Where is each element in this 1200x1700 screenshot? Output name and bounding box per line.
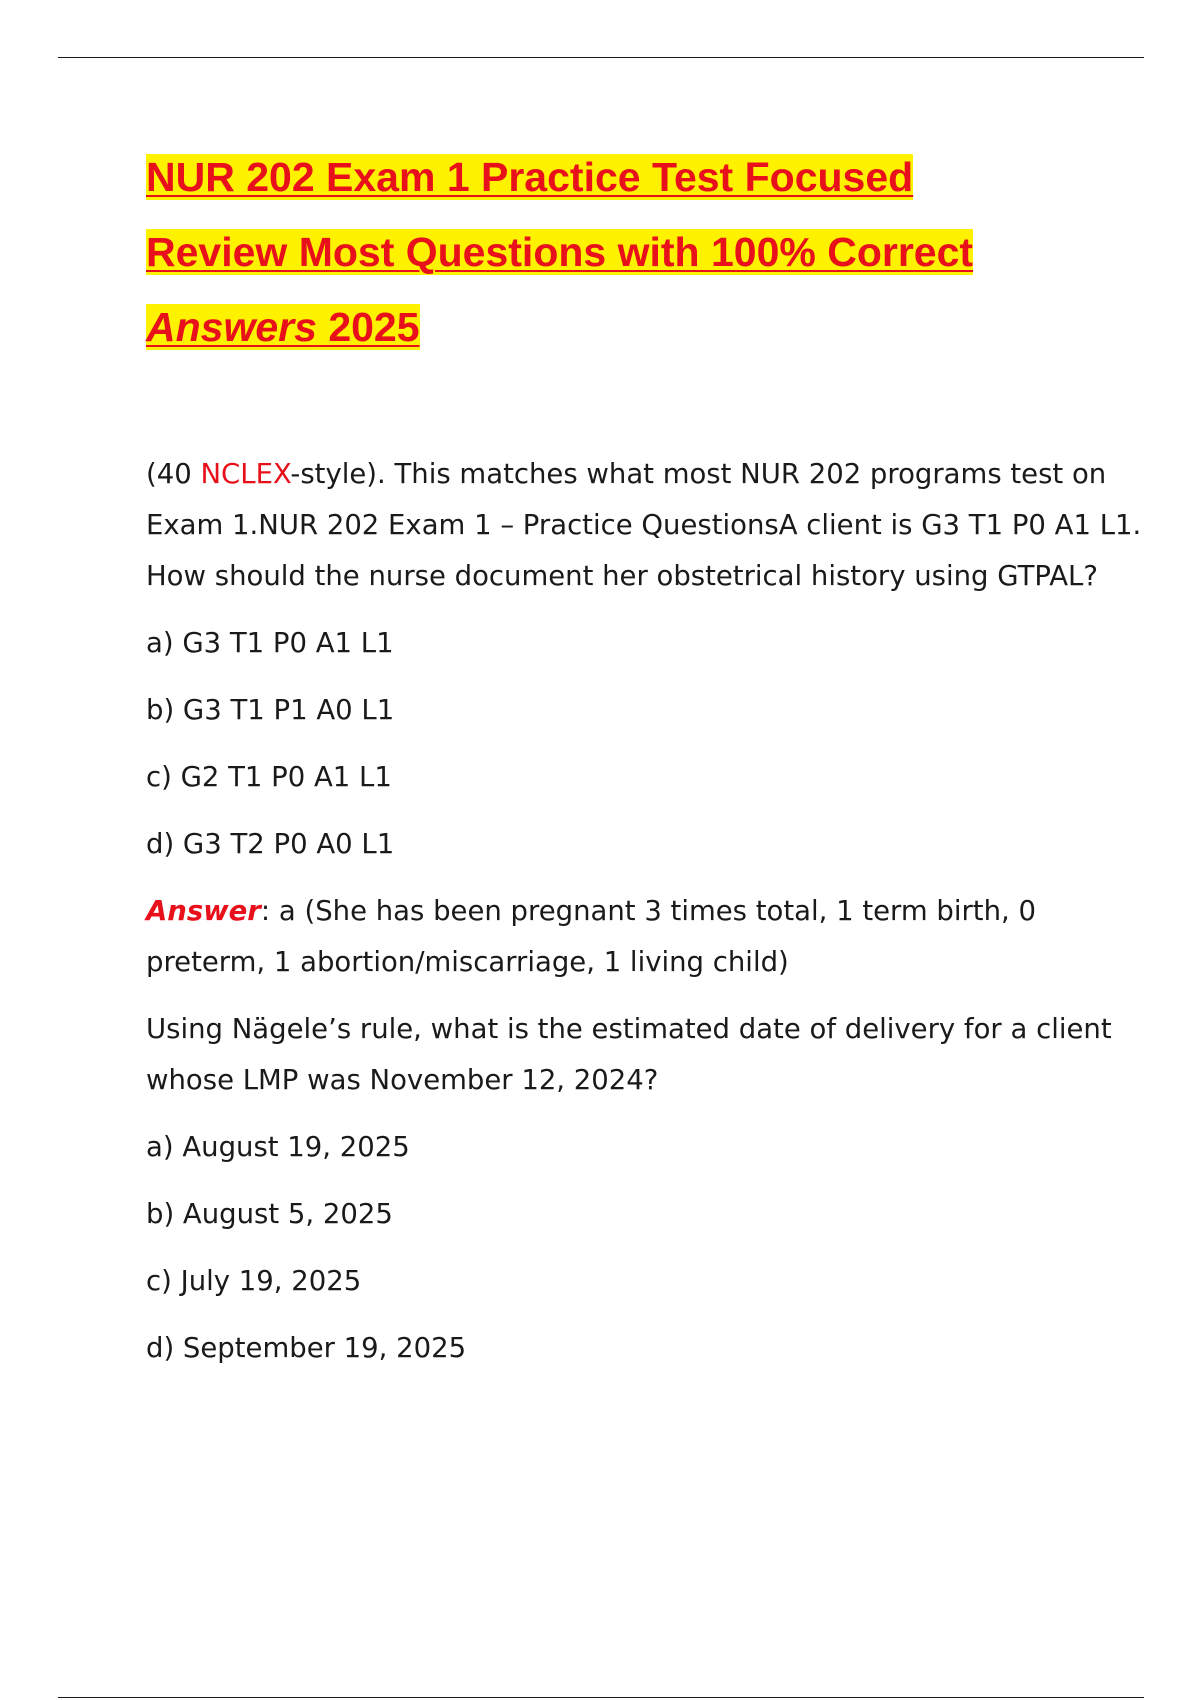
q2-option-b: b) August 5, 2025	[146, 1198, 393, 1230]
q2-option-a: a) August 19, 2025	[146, 1131, 410, 1163]
header-rule	[58, 57, 1144, 58]
q1-answer	[146, 886, 1146, 988]
q1-option-a: a) G3 T1 P0 A1 L1	[146, 627, 394, 659]
title-answers-word: Answers	[146, 304, 317, 350]
q2-option-c: c) July 19, 2025	[146, 1265, 362, 1297]
intro-prefix: (40	[146, 458, 201, 490]
nclex-term: NCLEX	[200, 458, 291, 490]
intro-paragraph	[146, 449, 1146, 602]
q2-stem: Using Nägele’s rule, what is the estimated date of delivery for a client whose LMP was November 12, 2024?	[146, 1013, 1112, 1096]
answer-label: Answer	[146, 895, 261, 927]
document-title	[146, 140, 1146, 365]
footer-rule	[58, 1697, 1144, 1698]
q1-option-c: c) G2 T1 P0 A1 L1	[146, 761, 392, 793]
intro-suffix: -style). This matches what most NUR 202 programs test on Exam 1.NUR 202 Exam 1 – Practice QuestionsA client is G3 T1 P0 A1 L1. How should the nurse document her obstetrical history using GTPAL?	[146, 458, 1142, 592]
title-line-3	[146, 304, 420, 350]
q1-option-d: d) G3 T2 P0 A0 L1	[146, 828, 395, 860]
title-line-1: NUR 202 Exam 1 Practice Test Focused	[146, 154, 914, 200]
title-year: 2025	[316, 304, 420, 350]
document-body	[146, 449, 1146, 1390]
q2-option-d: d) September 19, 2025	[146, 1332, 467, 1364]
q1-option-b: b) G3 T1 P1 A0 L1	[146, 694, 395, 726]
answer-explanation: : a (She has been pregnant 3 times total, 1 term birth, 0 preterm, 1 abortion/miscarriage, 1 living child)	[146, 895, 1037, 978]
title-line-2: Review Most Questions with 100% Correct	[146, 229, 974, 275]
